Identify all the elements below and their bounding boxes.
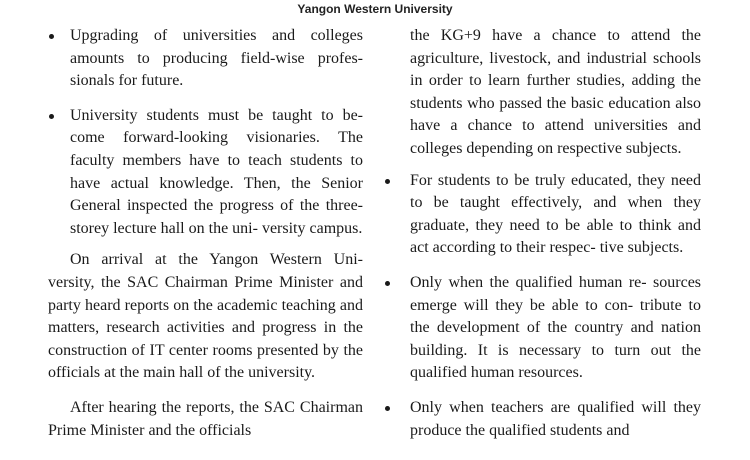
text-line: hall of the university.: [179, 364, 316, 382]
text-line: to have actual knowledge. Then, the: [70, 151, 363, 192]
bullet-item: [48, 25, 363, 93]
text-line: Senior General inspected the progress of: [70, 174, 364, 215]
bullet-icon: [385, 406, 390, 411]
bullet-item: [384, 170, 701, 260]
text-line: they produce the qualified students and: [410, 398, 701, 439]
text-line: University students must be taught to be-: [70, 106, 363, 124]
body-paragraph: [48, 249, 363, 385]
text-line: education also have a chance to attend: [410, 94, 702, 135]
text-line: come forward-looking visionaries. The: [70, 129, 363, 147]
text-line: Upgrading of universities and colleges: [70, 27, 363, 44]
continued-paragraph: [384, 25, 701, 161]
text-line: amounts to producing field-wise profes-: [70, 49, 363, 67]
text-line: tive subjects.: [599, 239, 684, 257]
text-line: the KG+9 have a chance to attend the: [410, 27, 701, 44]
text-line: Only when teachers are qualified will: [410, 398, 667, 416]
bullet-item: [48, 105, 363, 241]
text-line: agriculture, livestock, and industrial: [410, 49, 647, 67]
bullet-item: [384, 397, 701, 442]
text-line: adding the students who passed the basic: [410, 72, 702, 112]
bullet-icon: [385, 281, 390, 286]
text-line: Chairman Prime Minister and the officials: [48, 398, 363, 439]
text-line: and party heard reports on the academic: [48, 273, 363, 314]
left-column: [48, 25, 363, 442]
text-line: the three-storey lecture hall on the uni-: [70, 197, 364, 237]
text-line: teaching and matters, research activities and: [48, 296, 364, 337]
text-line: After hearing the reports, the SAC: [70, 398, 295, 416]
text-line: rooms presented by the officials at the main: [48, 341, 363, 382]
bullet-text: [410, 397, 701, 442]
text-line: universities and colleges depending on: [410, 117, 702, 157]
bullet-icon: [49, 34, 54, 39]
bullet-text: [410, 170, 701, 260]
page-header: Yangon Western University: [297, 2, 453, 16]
text-line: sionals for future.: [70, 72, 184, 90]
text-line: versity, the SAC Chairman Prime Minister: [48, 273, 334, 291]
bullet-icon: [49, 114, 54, 119]
text-line: versity campus.: [261, 219, 363, 237]
text-line: think and act according to their respec-: [410, 216, 702, 257]
text-line: they graduate, they need to be able to: [410, 194, 701, 234]
bullet-icon: [385, 179, 390, 184]
text-line: progress in the construction of IT center: [48, 319, 363, 359]
text-line: schools in order to learn further studies,: [410, 49, 702, 90]
text-line: need to be taught effectively, and when: [410, 171, 702, 212]
right-column: [384, 25, 701, 442]
bullet-text: [410, 272, 701, 385]
bullet-text: [70, 105, 363, 241]
text-line: and nation building. It is necessary to: [410, 319, 701, 359]
text-line: sources emerge will they be able to con-: [410, 273, 702, 314]
text-line: turn out the qualified human resources.: [410, 341, 702, 382]
text-line: For students to be truly educated, they: [410, 171, 666, 189]
bullet-item: [384, 272, 701, 385]
bullet-text: [70, 25, 363, 93]
text-line: tribute to the development of the country: [410, 296, 701, 337]
text-line: respective subjects.: [557, 139, 682, 157]
text-line: faculty members have to teach students: [70, 151, 343, 169]
body-paragraph: [48, 397, 363, 442]
text-line: Only when the qualified human re-: [410, 273, 647, 291]
text-line: On arrival at the Yangon Western Uni-: [70, 251, 363, 269]
